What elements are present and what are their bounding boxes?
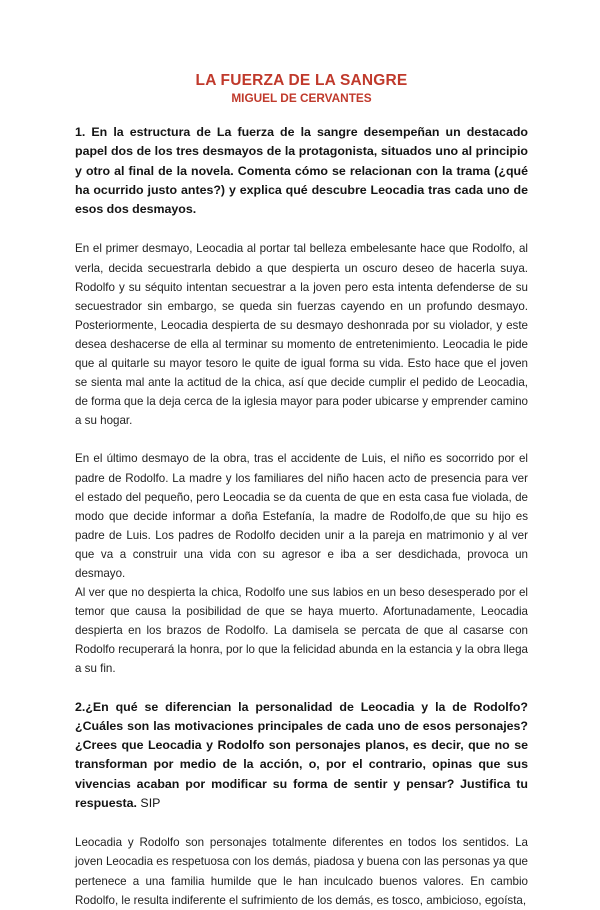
answer-1-paragraph-1: En el primer desmayo, Leocadia al portar tal belleza embelesante hace que Rodolfo, al verla, decida secuestrarla debido a que despierta un oscuro deseo de hacerla suya. Rodolfo y su séquito intentan secuestrar a la joven pero esta intenta defenderse de su secuestrador sin embargo, se queda sin fuerzas cayendo en un profundo desmayo. Posteriormente, Leocadia despierta de su desmayo deshonrada por su violador, y este desea deshacerse de ella al terminar su momento de entretenimiento. Leocadia le pide que al quitarle su mayor tesoro le quite de igual forma su vida. Esto hace que el joven se sienta mal ante la actitud de la chica, así que decide cumplir el pedido de Leocadia, de forma que la deja cerca de la iglesia mayor para poder ubicarse y emprender camino a su hogar. bbox=[75, 242, 528, 428]
answer-2-paragraph-1: Leocadia y Rodolfo son personajes totalmente diferentes en todos los sentidos. La joven Leocadia es respetuosa con los demás, piadosa y buena con las personas ya que pertenece a una familia humilde que le han inculcado buenos valores. En cambio Rodolfo, le resulta indiferente el sufrimiento de los demás, es tosco, ambicioso, egoísta, bbox=[75, 836, 528, 907]
answer-1-paragraph-2: En el último desmayo de la obra, tras el accidente de Luis, el niño es socorrido por el padre de Rodolfo. La madre y los familiares del niño hacen acto de presencia para ver el estado del pequeño, pero Leocadia se da cuenta de que en esta casa fue violada, de modo que decide informar a doña Estefanía, la madre de Rodolfo,de que su hijo es padre de Luis. Los padres de Rodolfo deciden unir a la pareja en matrimonio y al ver que va a construir una vida con su agresor e iba a ser desdichada, provoca un desmayo. bbox=[75, 452, 528, 580]
question-2-suffix: SIP bbox=[136, 796, 161, 811]
answer-1-paragraph-3: Al ver que no despierta la chica, Rodolfo une sus labios en un beso desesperado por el temor que causa la posibilidad de que se haya muerto. Afortunadamente, Leocadia despierta en los brazos de Rodolfo. La damisela se percata de que al casarse con Rodolfo recuperará la honra, por lo que la felicidad abunda en la estancia y la obra llega a su fin. bbox=[75, 586, 528, 676]
question-2-text: 2.¿En qué se diferencian la personalidad de Leocadia y la de Rodolfo? ¿Cuáles son las motivaciones principales de cada uno de esos personajes? ¿Crees que Leocadia y Rodolfo son personajes planos, es decir, que no se transforman por medio de la acción, o, por el contrario, opinas que sus vivencias acaban por modificar su forma de sentir y pensar? Justifica tu respuesta. bbox=[75, 699, 528, 811]
document-author: MIGUEL DE CERVANTES bbox=[231, 91, 372, 105]
question-2 bbox=[75, 698, 528, 814]
document-title: LA FUERZA DE LA SANGRE bbox=[195, 72, 408, 89]
question-1: 1. En la estructura de La fuerza de la sangre desempeñan un destacado papel dos de los tres desmayos de la protagonista, situados uno al principio y otro al final de la novela. Comenta cómo se relacionan con la trama (¿qué ha ocurrido justo antes?) y explica qué descubre Leocadia tras cada uno de esos dos desmayos. bbox=[75, 125, 528, 217]
